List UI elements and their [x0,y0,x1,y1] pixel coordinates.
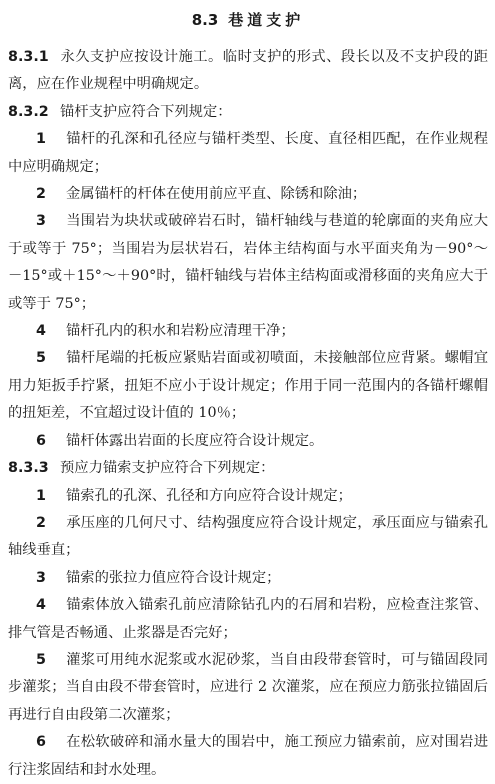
clause-text: 锚杆支护应符合下列规定： [60,103,232,120]
item-text: 锚杆尾端的托板应紧贴岩面或初喷面，未接触部位应背紧。螺帽宜用力矩扳手拧紧，扭矩不应小于设计规定；作用于同一范围内的各锚杆螺帽的扭矩差，不宜超过设计值的 10％； [8,350,488,422]
list-item [8,345,488,427]
item-text: 锚索的张拉力值应符合设计规定； [66,569,281,586]
list-item [8,126,488,181]
item-number: 3 [36,569,46,586]
item-number: 5 [36,350,46,367]
list-item [8,647,488,729]
item-text: 在松软破碎和涌水量大的围岩中，施工预应力锚索前，应对围岩进行注浆固结和封水处理。 [8,734,488,778]
list-item [8,592,488,647]
clause-8-3-2 [8,99,488,126]
clause-8-3-3 [8,455,488,482]
item-text: 灌浆可用纯水泥浆或水泥砂浆，当自由段带套管时，可与锚固段同步灌浆；当自由段不带套管时，应进行 2 次灌浆，应在预应力筋张拉锚固后再进行自由段第二次灌浆； [8,651,488,723]
item-text: 锚杆孔内的积水和岩粉应清理干净； [66,323,295,340]
item-number: 1 [36,131,46,148]
item-number: 4 [36,597,46,614]
list-item [8,729,488,784]
item-number: 6 [36,734,46,751]
list-item [8,510,488,565]
item-number: 2 [36,186,46,203]
item-text: 锚杆的孔深和孔径应与锚杆类型、长度、直径相匹配，在作业规程中应明确规定； [8,131,488,175]
item-text: 金属锚杆的杆体在使用前应平直、除锈和除油； [66,186,367,203]
item-text: 锚索孔的孔深、孔径和方向应符合设计规定； [66,487,352,504]
item-number: 3 [36,213,46,230]
section-title-text: 巷道支护 [228,11,305,29]
clause-text: 预应力锚索支护应符合下列规定： [60,460,275,477]
list-item [8,208,488,318]
list-item [8,318,488,345]
item-number: 5 [36,651,46,668]
document-page [8,10,488,784]
item-text: 锚杆体露出岩面的长度应符合设计规定。 [66,432,324,449]
list-item [8,483,488,510]
list-item [8,565,488,592]
clause-text: 永久支护应按设计施工。临时支护的形式、段长以及不支护段的距离，应在作业规程中明确规定。 [8,49,488,93]
item-text: 当围岩为块状或破碎岩石时，锚杆轴线与巷道的轮廓面的夹角应大于或等于 75°；当围岩为层状岩石，岩体主结构面与水平面夹角为－90°～－15°或＋15°～＋90°时，锚杆轴线与岩体主结构面或滑移面的夹角应大于或等于 75°； [8,213,488,312]
section-heading [8,10,488,30]
item-number: 2 [36,514,46,531]
clause-number: 8.3.3 [8,460,49,477]
item-number: 4 [36,323,46,340]
clause-number: 8.3.2 [8,103,49,120]
clause-8-3-1 [8,44,488,99]
item-number: 1 [36,487,46,504]
clause-number: 8.3.1 [8,49,49,65]
item-text: 锚索体放入锚索孔前应清除钻孔内的石屑和岩粉，应检查注浆管、排气管是否畅通、止浆器是否完好； [8,597,488,641]
item-text: 承压座的几何尺寸、结构强度应符合设计规定，承压面应与锚索孔轴线垂直； [8,514,488,559]
list-item [8,428,488,455]
item-number: 6 [36,432,46,449]
list-item [8,181,488,208]
section-number: 8.3 [191,11,219,29]
